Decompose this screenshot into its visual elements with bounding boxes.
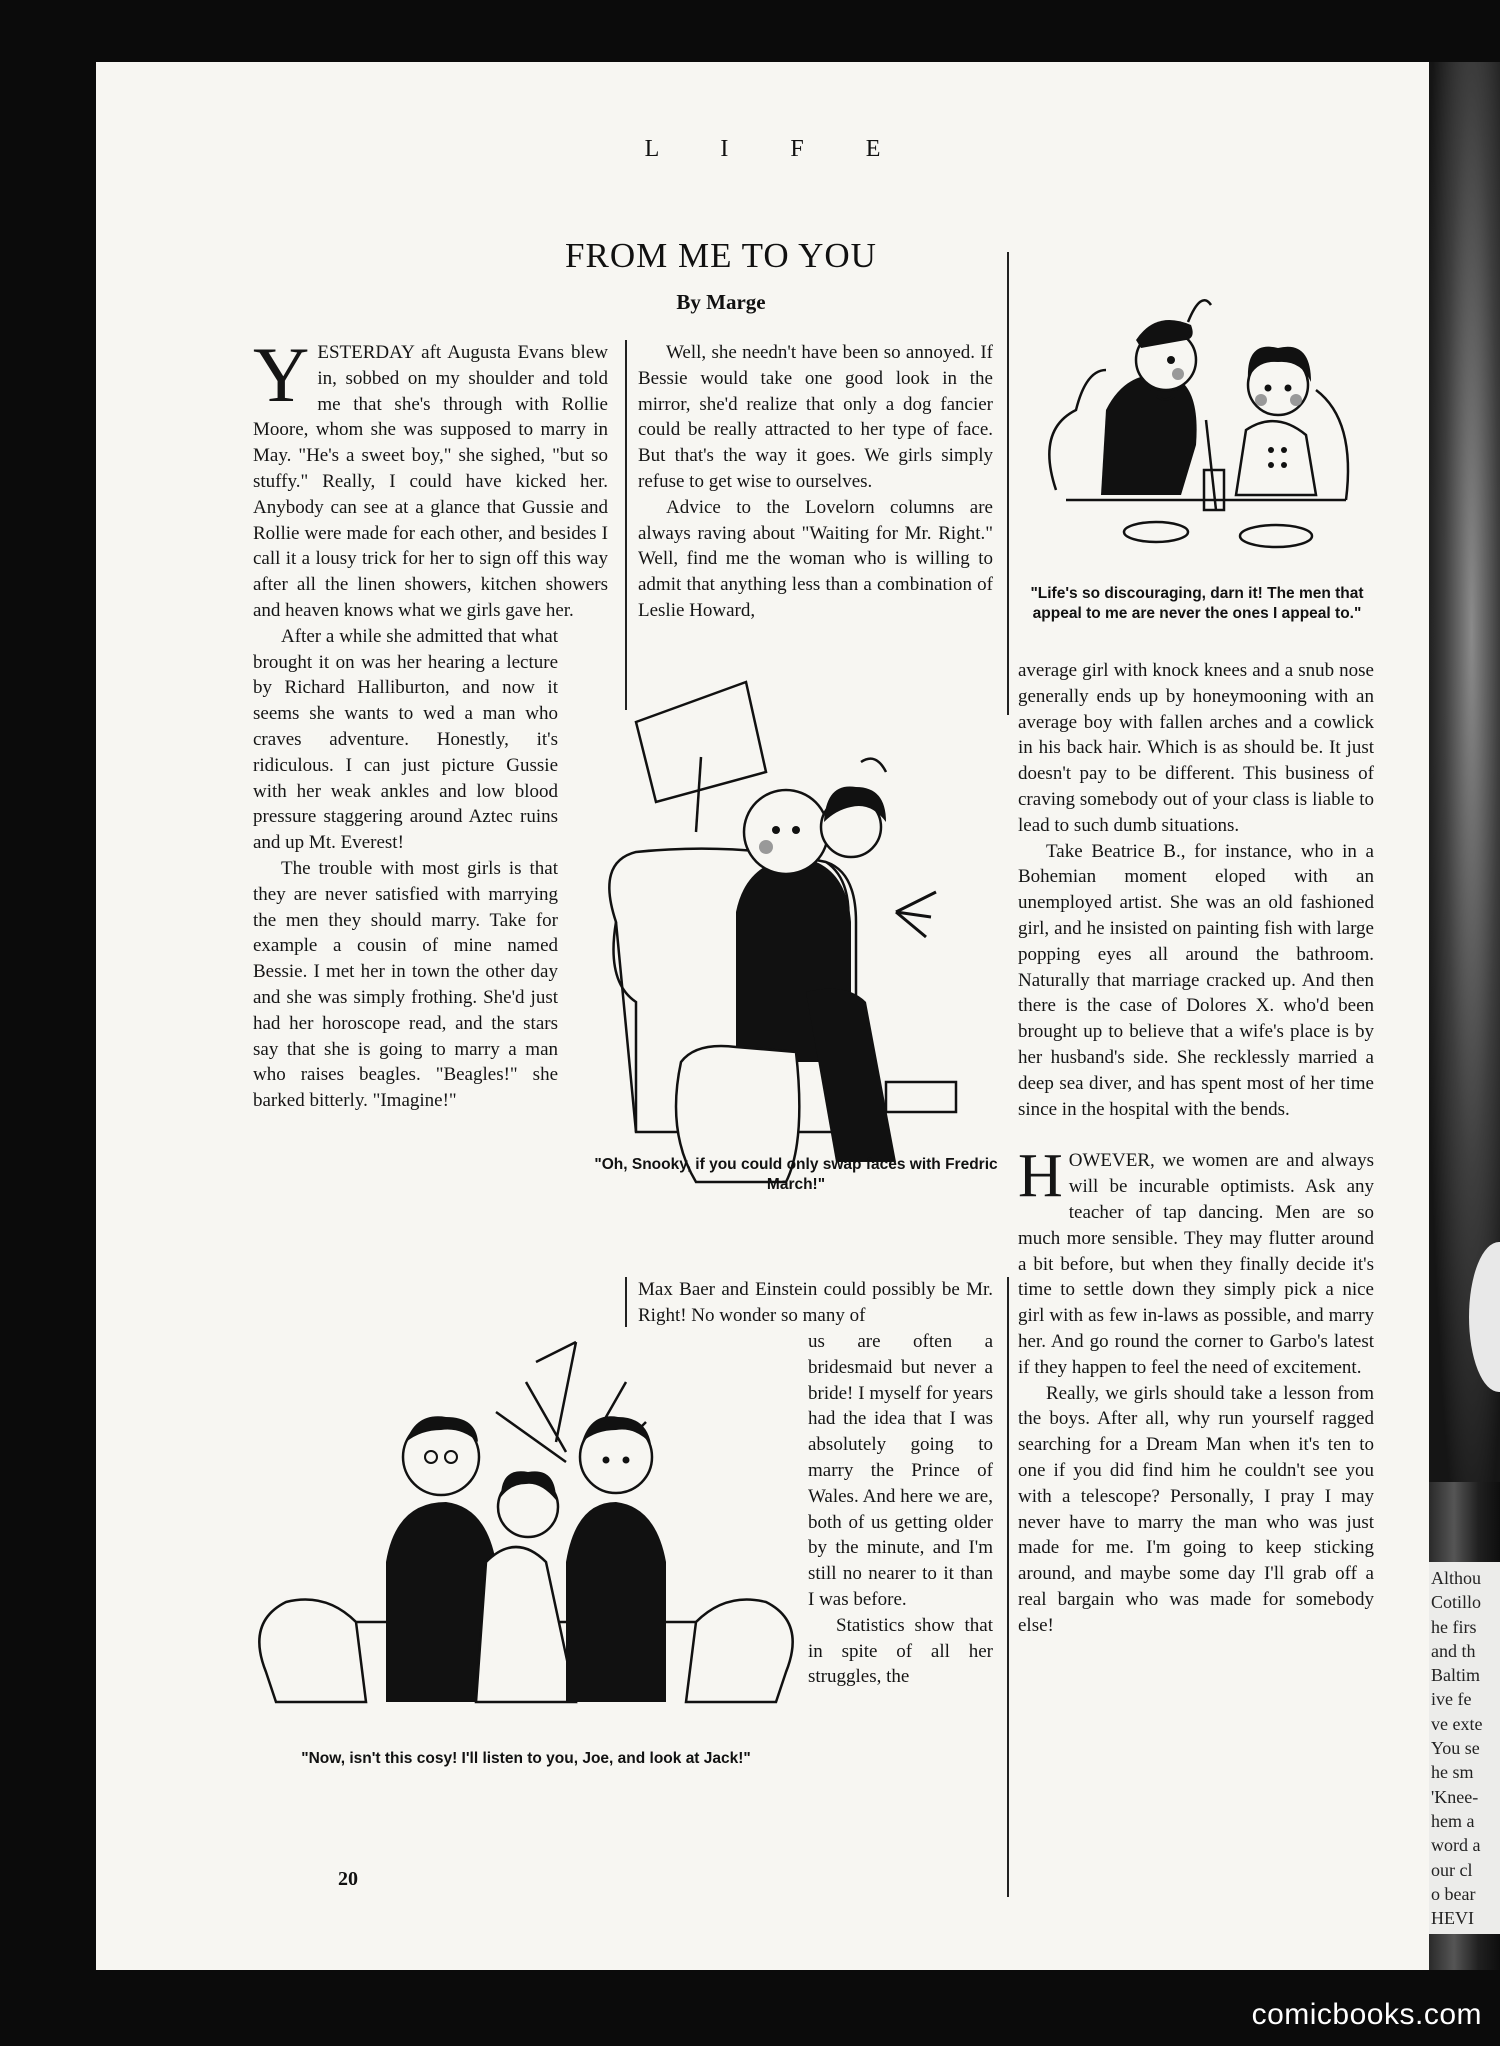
adjacent-page-line: You se xyxy=(1431,1738,1480,1759)
text-column-1 xyxy=(253,331,608,1114)
watermark: comicbooks.com xyxy=(1251,1998,1482,2031)
col2-paragraph-1: Well, she needn't have been so annoyed. If Bessie would take one good look in the mirror, she'd realize that only a dog fancier could be really attracted to her type of face. But that's the way it goes. We girls simply refuse to get wise to ourselves. xyxy=(638,342,993,492)
col1-paragraph-1: YESTERDAY aft Augusta Evans blew in, sobbed on my shoulder and told me that she's through with Rollie Moore, whom she was supposed to marry in May. "He's a sweet boy," she sighed, "but so stuffy." Really, I could have kicked her. Anybody can see at a glance that Gussie and Rollie were made for each other, and besides I call it a lousy trick for her to sign off this way after all the linen showers, kitchen showers and heaven knows what we girls gave her. xyxy=(253,331,608,621)
magazine-page xyxy=(96,62,1429,1970)
adjacent-page-line: 'Knee- xyxy=(1431,1786,1479,1807)
cartoon-caption-bottom: "Now, isn't this cosy! I'll listen to you, Joe, and look at Jack!" xyxy=(301,1750,751,1767)
col2-paragraph-3: Max Baer and Einstein could possibly be Mr. Right! No wonder so many of xyxy=(638,1279,993,1326)
adjacent-page-line: HEVI xyxy=(1431,1908,1474,1929)
page-number: 20 xyxy=(338,1868,358,1890)
adjacent-page-line: he sm xyxy=(1431,1762,1474,1783)
text-column-3 xyxy=(1018,658,1374,1638)
col2-paragraph-2: Advice to the Lovelorn columns are always raving about "Waiting for Mr. Right." Well, find me the woman who is willing to admit that anything less than a combination of Leslie Howard, xyxy=(638,496,993,621)
text-column-2-top xyxy=(638,340,993,624)
col1-paragraph-3: The trouble with most girls is that they are never satisfied with marrying the men they should marry. Take for example a cousin of mine named Bessie. I met her in town the other day and she was simply frothing. She'd just had her horoscope read, and the stars say that she is going to marry a man who raises beagles. "Beagles!" she barked bitterly. "Imagine!" xyxy=(253,857,558,1112)
cartoon-three-on-sofa xyxy=(246,1322,806,1742)
col3-paragraph-1: average girl with knock knees and a snub nose generally ends up by honeymooning with an average boy with fallen arches and a cowlick in his back hair. Which is as should be. It just doesn't pay to be different. This business of craving somebody out of your class is liable to lead to such dumb situations. xyxy=(1018,660,1374,836)
cartoon-caption-top-right: "Life's so discouraging, darn it! The men that appeal to me are never the ones I appeal to." xyxy=(1030,585,1364,622)
text-column-2-narrow xyxy=(808,1329,993,1690)
adjacent-page-line: Baltim xyxy=(1431,1665,1480,1686)
masthead: L I F E xyxy=(644,136,909,162)
cartoon-two-women-at-table xyxy=(1016,270,1376,580)
adjacent-page-line: ve exte xyxy=(1431,1713,1483,1734)
adjacent-page-line: Althou xyxy=(1431,1568,1482,1588)
col2-paragraph-4: us are often a bridesmaid but never a bride! I myself for years had the idea that I was absolutely going to marry the Prince of Wales. And here we are, both of us getting older by the minute, and I'm still no nearer to it than I was before. xyxy=(808,1331,993,1610)
drop-cap: Y xyxy=(253,331,310,418)
col2-paragraph-5: Statistics show that in spite of all her struggles, the xyxy=(808,1614,993,1688)
col1-paragraph-2: After a while she admitted that what brought it on was her hearing a lecture by Richard Halliburton, and now it seems she wants to wed a man who craves adventure. Honestly, it's ridiculous. I can just picture Gussie with her weak ankles and low blood pressure staggering around Aztec ruins and up Mt. Everest! xyxy=(253,625,558,854)
adjacent-page-text xyxy=(1429,1562,1500,1934)
adjacent-page-line: he firs xyxy=(1431,1616,1477,1637)
adjacent-page-line: o bear xyxy=(1431,1883,1476,1904)
adjacent-page-line: word a xyxy=(1431,1835,1481,1856)
column-rule xyxy=(625,1277,627,1327)
column-rule xyxy=(625,340,627,710)
adjacent-page-line: our cl xyxy=(1431,1859,1473,1880)
article-byline: By Marge xyxy=(676,290,766,314)
adjacent-page-line: hem a xyxy=(1431,1810,1475,1831)
article-title: FROM ME TO YOU xyxy=(565,236,877,275)
cartoon-couple-in-armchair xyxy=(596,662,1016,1202)
col3-paragraph-2: Take Beatrice B., for instance, who in a Bohemian moment eloped with an unemployed artist. She was an old fashioned girl, and he insisted on painting fish with large popping eyes all around the bathroom. Naturally that marriage cracked up. And then there is the case of Dolores X. who'd been brought up to believe that a wife's place is by her husband's side. She recklessly married a deep sea diver, and has spent most of her time since in the hospital with the bends. xyxy=(1018,840,1374,1120)
column-rule xyxy=(1007,252,1009,715)
column-rule xyxy=(1007,1277,1009,1897)
cartoon-caption-middle: "Oh, Snooky, if you could only swap faces with Fredric March!" xyxy=(594,1156,998,1193)
adjacent-page-strip xyxy=(1429,62,1500,1970)
adjacent-page-line: and th xyxy=(1431,1640,1476,1661)
drop-cap: H xyxy=(1018,1142,1063,1211)
adjacent-page-line: Cotillo xyxy=(1431,1592,1482,1613)
col3-paragraph-4: Really, we girls should take a lesson from the boys. After all, why run yourself ragged searching for a Dream Man when it's ten to one if you did find him he couldn't see you with a telescope? Personally, I pray I may never have to marry the man who was just made for me. I'm going to keep sticking around, and maybe some day I'll grab off a real bargain who was made for somebody else! xyxy=(1018,1382,1374,1636)
text-column-2-mid xyxy=(638,1277,993,1329)
adjacent-page-line: ive fe xyxy=(1431,1689,1472,1710)
col3-paragraph-3: HOWEVER, we women are and always will be incurable optimists. Ask any teacher of tap dancing. Men are so much more sensible. They may flutter around a bit before, but when they finally decide it's time to settle down they simply pick a nice girl with as few in-laws as possible, and marry her. And go round the corner to Garbo's latest if they happen to feel the need of excitement. xyxy=(1018,1142,1374,1378)
